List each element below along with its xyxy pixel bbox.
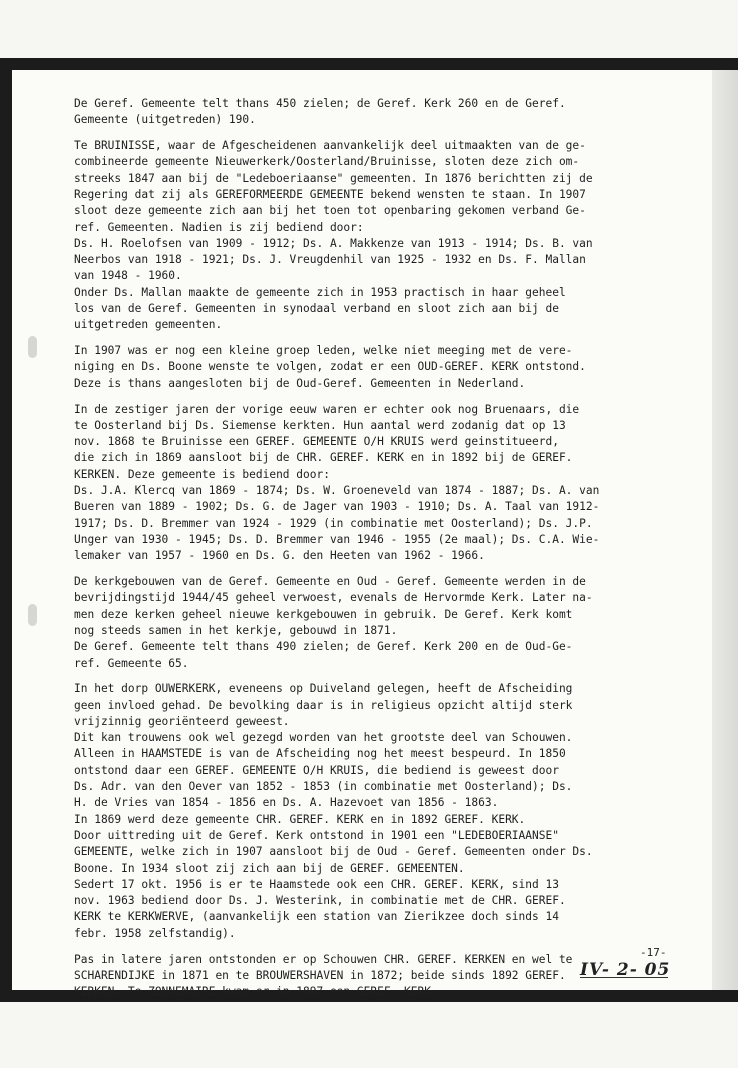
text-line: GEMEENTE, welke zich in 1907 aansloot bij de Oud - Geref. Gemeenten onder Ds.	[74, 845, 593, 859]
text-line: bevrijdingstijd 1944/45 geheel verwoest, evenals de Hervormde Kerk. Later na-	[74, 591, 593, 605]
paragraph	[74, 681, 686, 942]
text-line: Alleen in HAAMSTEDE is van de Afscheiding nog het meest bespeurd. In 1850	[74, 747, 566, 761]
punch-hole-mark	[28, 604, 37, 626]
text-line: Boone. In 1934 sloot zij zich aan bij de GEREF. GEMEENTEN.	[74, 861, 465, 875]
text-line: vrijzinnig georiënteerd geweest.	[74, 714, 290, 728]
text-line: 1917; Ds. D. Bremmer van 1924 - 1929 (in combinatie met Oosterland); Ds. J.P.	[74, 516, 593, 530]
text-line: In de zestiger jaren der vorige eeuw waren er echter ook nog Bruenaars, die	[74, 402, 580, 416]
text-line: KERKEN. Te ZONNEMAIRE kwam er in 1897 een GEREF. KERK.	[74, 985, 438, 999]
page-number: -17-	[640, 946, 667, 959]
text-line: die zich in 1869 aansloot bij de CHR. GEREF. KERK en in 1892 bij de GEREF.	[74, 451, 573, 465]
text-line: Deze is thans aangesloten bij de Oud-Geref. Gemeenten in Nederland.	[74, 376, 526, 390]
text-line: Regering dat zij als GEREFORMEERDE GEMEENTE bekend wensten te staan. In 1907	[74, 187, 586, 201]
text-line: streeks 1847 aan bij de "Ledeboeriaanse" gemeenten. In 1876 berichtten zij de	[74, 171, 593, 185]
scan-border-left	[0, 58, 12, 1000]
text-line: Ds. Adr. van den Oever van 1852 - 1853 (in combinatie met Oosterland); Ds.	[74, 780, 573, 794]
text-line: nov. 1868 te Bruinisse een GEREF. GEMEENTE O/H KRUIS werd geinstitueerd,	[74, 435, 559, 449]
text-line: febr. 1958 zelfstandig).	[74, 926, 236, 940]
text-line: In 1907 was er nog een kleine groep leden, welke niet meeging met de vere-	[74, 344, 573, 358]
text-line: Bueren van 1889 - 1902; Ds. G. de Jager van 1903 - 1910; Ds. A. Taal van 1912-	[74, 500, 600, 514]
scan-edge-shadow	[712, 58, 738, 1002]
text-line: Door uittreding uit de Geref. Kerk ontstond in 1901 een "LEDEBOERIAANSE"	[74, 828, 559, 842]
text-line: In 1869 werd deze gemeente CHR. GEREF. KERK en in 1892 GEREF. KERK.	[74, 812, 526, 826]
text-line: Ds. J.A. Klercq van 1869 - 1874; Ds. W. Groeneveld van 1874 - 1887; Ds. A. van	[74, 484, 600, 498]
text-line: men deze kerken geheel nieuwe kerkgebouwen in gebruik. De Geref. Kerk komt	[74, 607, 573, 621]
text-line: Neerbos van 1918 - 1921; Ds. J. Vreugdenhil van 1925 - 1932 en Ds. F. Mallan	[74, 253, 586, 267]
text-line: uitgetreden gemeenten.	[74, 318, 223, 332]
text-line: Gemeente (uitgetreden) 190.	[74, 113, 256, 127]
text-line: In het dorp OUWERKERK, eveneens op Duiveland gelegen, heeft de Afscheiding	[74, 682, 573, 696]
text-line: KERK te KERKWERVE, (aanvankelijk een station van Zierikzee doch sinds 14	[74, 910, 559, 924]
text-line: te Oosterland bij Ds. Siemense kerkten. Hun aantal werd zodanig dat op 13	[74, 418, 566, 432]
text-line: Te BRUINISSE, waar de Afgescheidenen aanvankelijk deel uitmaakten van de ge-	[74, 139, 586, 153]
text-line: combineerde gemeente Nieuwerkerk/Oosterland/Bruinisse, sloten deze zich om-	[74, 155, 580, 169]
text-line: Unger van 1930 - 1945; Ds. D. Bremmer van 1946 - 1955 (2e maal); Ds. C.A. Wie-	[74, 532, 600, 546]
paragraph	[74, 138, 686, 334]
text-line: ontstond daar een GEREF. GEMEENTE O/H KRUIS, die bediend is geweest door	[74, 763, 559, 777]
text-line: Ds. H. Roelofsen van 1909 - 1912; Ds. A. Makkenze van 1913 - 1914; Ds. B. van	[74, 236, 593, 250]
paragraph	[74, 96, 686, 129]
text-line: Sedert 17 okt. 1956 is er te Haamstede ook een CHR. GEREF. KERK, sind 13	[74, 877, 559, 891]
handwritten-archive-note: IV- 2- 05	[580, 960, 671, 980]
text-line: los van de Geref. Gemeenten in synodaal verband en sloot zich aan bij de	[74, 302, 559, 316]
text-line: De Geref. Gemeente telt thans 490 zielen; de Geref. Kerk 200 en de Oud-Ge-	[74, 640, 573, 654]
text-line: Dit kan trouwens ook wel gezegd worden van het grootste deel van Schouwen.	[74, 731, 573, 745]
punch-hole-mark	[28, 336, 37, 358]
scan-border-top	[0, 58, 738, 70]
text-line: ref. Gemeenten. Nadien is zij bediend door:	[74, 220, 364, 234]
paragraph	[74, 343, 686, 392]
text-line: KERKEN. Deze gemeente is bediend door:	[74, 467, 330, 481]
text-line: sloot deze gemeente zich aan bij het toen tot openbaring gekomen verband Ge-	[74, 204, 586, 218]
text-line: nov. 1963 bediend door Ds. J. Westerink, in combinatie met de CHR. GEREF.	[74, 894, 566, 908]
text-line: De Geref. Gemeente telt thans 450 zielen; de Geref. Kerk 260 en de Geref.	[74, 97, 566, 110]
text-line: nog steeds samen in het kerkje, gebouwd in 1871.	[74, 623, 398, 637]
text-line: Onder Ds. Mallan maakte de gemeente zich in 1953 practisch in haar geheel	[74, 285, 566, 299]
text-line: Pas in latere jaren ontstonden er op Schouwen CHR. GEREF. KERKEN en wel te	[74, 952, 573, 966]
text-line: SCHARENDIJKE in 1871 en te BROUWERSHAVEN in 1872; beide sinds 1892 GEREF.	[74, 968, 566, 982]
text-line: lemaker van 1957 - 1960 en Ds. G. den Heeten van 1962 - 1966.	[74, 549, 485, 563]
text-line: geen invloed gehad. De bevolking daar is in religieus opzicht altijd sterk	[74, 698, 573, 712]
paragraph	[74, 574, 686, 672]
text-line: H. de Vries van 1854 - 1856 en Ds. A. Hazevoet van 1856 - 1863.	[74, 796, 499, 810]
text-line: van 1948 - 1960.	[74, 269, 182, 283]
text-line: De kerkgebouwen van de Geref. Gemeente en Oud - Geref. Gemeente werden in de	[74, 575, 586, 589]
document-body-text	[74, 96, 686, 1010]
text-line: ref. Gemeente 65.	[74, 656, 189, 670]
paragraph	[74, 402, 686, 565]
text-line: niging en Ds. Boone wenste te volgen, zodat er een OUD-GEREF. KERK ontstond.	[74, 360, 586, 374]
